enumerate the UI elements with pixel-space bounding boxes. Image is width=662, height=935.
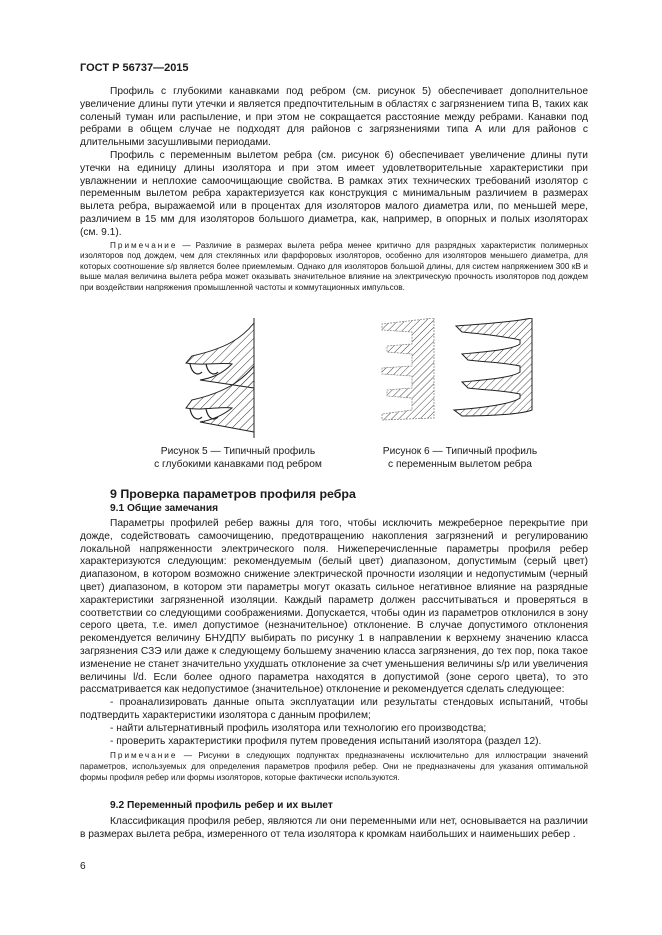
figure-5-caption-line: с глубокими канавками под ребром [154,459,322,470]
intro-text [80,86,588,294]
paragraph: Профиль с глубокими канавками под ребром (см. рисунок 5) обеспечивает дополнительное увеличение длины пути утечки и является предпочтительным в областях с загрязнением типа В, таких как соленый туман или распыление, и при этом не сокращается расстояние между ребрами. Канавки под ребрами в общем случае не подходят для районов с загрязнениями типа А или для районов с длительными засушливыми периодами. [80,86,588,149]
document-id: ГОСТ Р 56737—2015 [80,62,189,74]
figure-6-caption-line: с переменным вылетом ребра [388,459,532,470]
note-text: — Рисунки в следующих подпунктах предназначены исключительно для иллюстрации значений параметров, используемых для определения параметров профиля ребер. Они не предназначены для указания оптимальной формы профиля ребер или формы изоляторов, которые фактически используются. [80,751,588,782]
paragraph: Классификация профиля ребер, являются ли они переменными или нет, основывается на различии в размерах вылета ребра, измеренного от тела изолятора к кромкам наибольших и наименьших ребер . [80,816,588,840]
note [80,751,588,783]
note-text: — Различие в размерах вылета ребра менее критично для разрядных характеристик полимерных изоляторов под дождем, чем для стеклянных или фарфоровых изоляторов, особенно для изоляторов меньшего диаметра, для которых соотношение s/p является более приемлемым. Однако для изоляторов большой длины, для систем напряжением 300 кВ и выше малая величина вылета ребра может оказывать значительное влияние на электрическую прочность изоляторов под дождем при воздействии напряжения промышленной частоты и коммутационных импульсов. [80,240,588,292]
note-label: Примечание [110,240,178,250]
section-9-2-body [80,816,588,842]
note-label: Примечание [110,751,178,761]
figure-5-drawing [172,318,282,438]
section-9-1-title: 9.1 Общие замечания [110,503,219,514]
list-item: - найти альтернативный профиль изолятора или технологию его производства; [110,722,487,734]
list-item: - проанализировать данные опыта эксплуатации или результаты стендовых испытаний, чтобы подтвердить характеристики изолятора с данным профилем; [80,697,588,721]
action-list [80,697,588,748]
figure-5-caption [138,445,338,471]
list-item: - проверить характеристики профиля путем проведения испытаний изолятора (раздел 12). [110,735,542,747]
section-9-1-body [80,518,588,783]
page-number: 6 [80,861,86,872]
section-9-2-title: 9.2 Переменный профиль ребер и их вылет [110,800,333,811]
section-9-title: 9 Проверка параметров профиля ребра [110,487,356,501]
note [80,241,588,294]
figure-6-caption [360,445,560,471]
figure-6-caption-line: Рисунок 6 — Типичный профиль [382,446,538,457]
paragraph: Профиль с переменным вылетом ребра (см. рисунок 6) обеспечивает увеличение длины пути утечки на единицу длины изолятора и при этом имеет удовлетворительные характеристики при увлажнении и неплохие самоочищающие свойства. В рамках этих технических требований изолятор с переменным вылетом ребра характеризуется как конструкция с минимальным различием в размерах вылета ребра, выражаемой или в процентах для изоляторов малого диаметра или, по меньшей мере, различием в 15 мм для изоляторов большого диаметра, как, например, в опорных и полых изоляторах (см. 9.1). [80,149,588,238]
paragraph: Параметры профилей ребер важны для того, чтобы исключить межреберное перекрытие при дожде, содействовать самоочищению, предотвращению накопления загрязнений и регулированию локальной напряженности электрического поля. Нижеперечисленные параметры профиля ребер характеризуются следующим: рекомендуемым (белый цвет) диапазоном, допустимым (серый цвет) диапазоном, в котором возможно снижение электрической прочности изоляции и недопустимым (черный цвет) диапазоном, в котором эти параметры могут оказать сильное негативное влияние на разрядные характеристики загрязненной изоляции. Каждый параметр должен рассчитываться и проверяться в соответствии со следующими соображениями. Допускается, чтобы один из параметров отклонился в зону серого цвета, т.е. имел допустимое (незначительное) отклонение. В случае допустимого отклонения рекомендуется величину БНУДПУ выбирать по рисунку 1 в направлении к верхнему значению класса загрязнения СЗЭ или даже к следующему большему значению класса загрязнения, до тех пор, пока такое изменение не станет значительно ухудшать отклонение за счет уменьшения величины s/p или увеличения величины l/d. Если более одного параметра находятся в допустимой (зоне серого цвета), то это рассматривается как недопустимое (значительное) отклонение и рекомендуется сделать следующее: [80,518,588,696]
figure-6-drawing [372,318,552,428]
figure-5-caption-line: Рисунок 5 — Типичный профиль [160,446,316,457]
